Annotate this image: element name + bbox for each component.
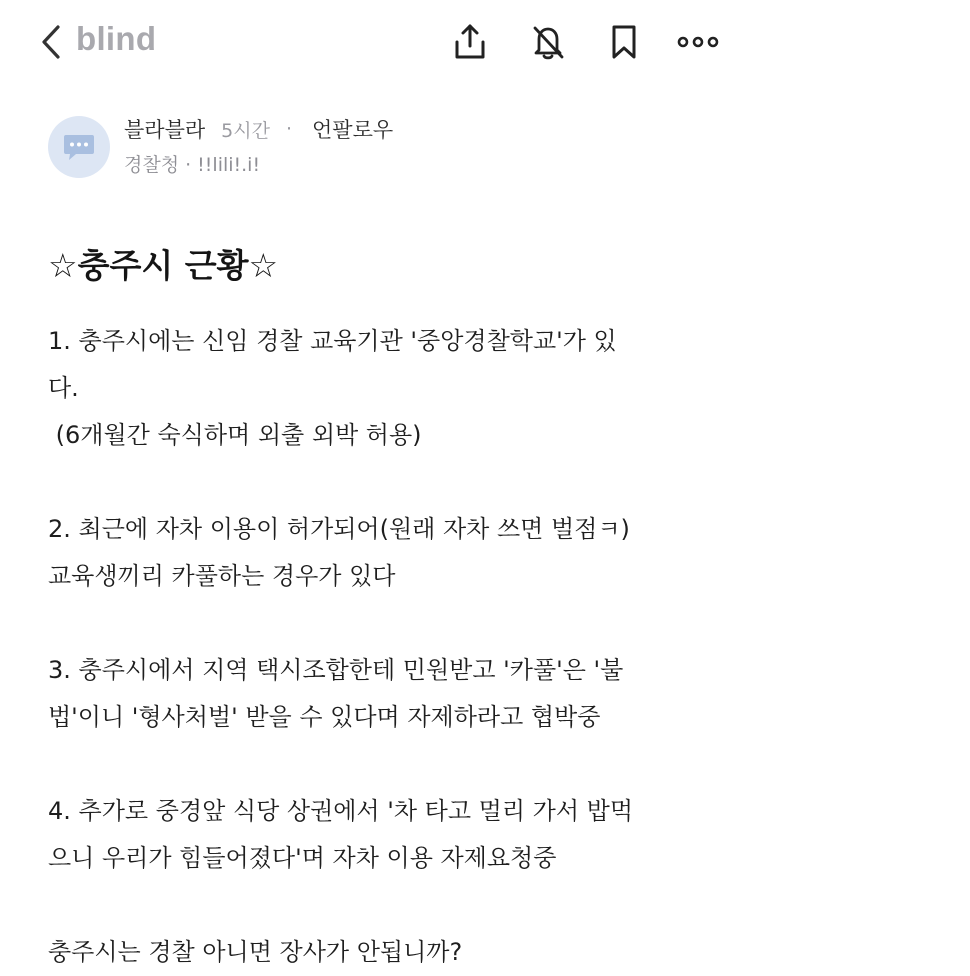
author-company: 경찰청 · !!lili!.i! (124, 154, 261, 176)
more-icon (677, 35, 719, 49)
share-button[interactable] (448, 20, 492, 64)
share-icon (452, 23, 488, 61)
notification-off-button[interactable] (526, 20, 570, 64)
post-title: ☆충주시 근황☆ (48, 246, 279, 285)
notification-off-icon (529, 23, 567, 61)
avatar[interactable] (48, 116, 110, 178)
meta-separator: · (285, 118, 292, 140)
author-meta (124, 114, 393, 144)
top-bar (0, 0, 970, 86)
bookmark-icon (609, 23, 639, 61)
chat-bubble-icon (62, 132, 96, 162)
more-button[interactable] (676, 20, 720, 64)
author-nickname[interactable]: 블라블라 (124, 118, 206, 142)
app-logo: blind (76, 20, 157, 57)
chevron-left-icon (40, 24, 62, 60)
back-button[interactable] (34, 22, 68, 62)
bookmark-button[interactable] (602, 20, 646, 64)
author-info (48, 112, 748, 182)
post-body: 1. 충주시에는 신임 경찰 교육기관 '중앙경찰학교'가 있 다. (6개월간 숙식하며 외출 외박 허용) 2. 최근에 자차 이용이 허가되어(원래 자차 쓰면 벌점ㅋ) 교육생끼리 카풀하는 경우가 있다 3. 충주시에서 지역 택시조합한테 민원받고 '카풀'은 '불 법'이니 '형사처벌' 받을 수 있다며 자제하라고 협박중 4. 추가로 중경앞 식당 상권에서 '차 타고 멀리 가서 밥먹 으니 우리가 힘들어졌다'며 자차 이용 자제요청중 충주시는 경찰 아니면 장사가 안됩니까? (48, 327, 634, 966)
unfollow-button[interactable]: 언팔로우 (312, 118, 394, 142)
post-time: 5시간 (221, 119, 270, 142)
